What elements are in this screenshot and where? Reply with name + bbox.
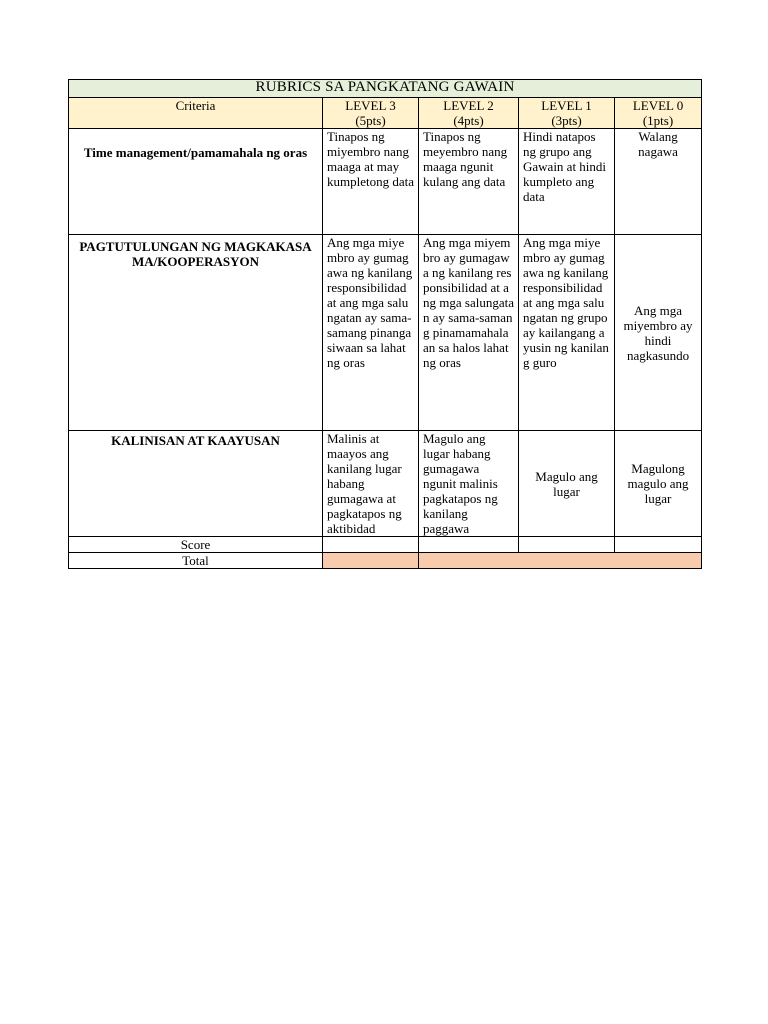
score-level-2[interactable] xyxy=(419,537,519,553)
cell-level-0: Ang mga miyembro ay hindi nagkasundo xyxy=(615,235,702,431)
cell-level-1: Ang mga miyembro ay gumagawa ng kanilang responsibilidad at ang mga salungatan ng grupo ay kailangang ayusin ng kanilang guro xyxy=(519,235,615,431)
table-title: RUBRICS SA PANGKATANG GAWAIN xyxy=(69,80,702,98)
total-merged-cell[interactable] xyxy=(419,553,702,569)
score-level-1[interactable] xyxy=(519,537,615,553)
cell-level-2: Magulo ang lugar habang gumagawa ngunit malinis pagkatapos ng kanilang paggawa xyxy=(419,431,519,537)
total-label: Total xyxy=(69,553,323,569)
header-level-2-points: (4pts) xyxy=(453,113,484,128)
cell-level-1: Magulo ang lugar xyxy=(519,431,615,537)
criteria-kooperasyon: PAGTUTULUNGAN NG MAGKAKASAMA/KOOPERASYON xyxy=(69,235,323,431)
criteria-time-management: Time management/pamamahala ng oras xyxy=(69,129,323,235)
header-level-0 xyxy=(615,98,702,129)
header-level-3-points: (5pts) xyxy=(355,113,386,128)
cell-level-3: Malinis at maayos ang kanilang lugar habang gumagawa at pagkatapos ng aktibidad xyxy=(323,431,419,537)
criteria-kalinisan: KALINISAN AT KAAYUSAN xyxy=(69,431,323,537)
header-level-1 xyxy=(519,98,615,129)
score-level-3[interactable] xyxy=(323,537,419,553)
rubric-table xyxy=(68,79,702,569)
cell-level-1: Hindi natapos ng grupo ang Gawain at hindi kumpleto ang data xyxy=(519,129,615,235)
cell-level-3: Tinapos ng miyembro nang maaga at may kumpletong data xyxy=(323,129,419,235)
header-level-2 xyxy=(419,98,519,129)
title-row xyxy=(69,80,702,98)
header-level-0-label: LEVEL 0 xyxy=(632,98,684,113)
header-level-0-points: (1pts) xyxy=(642,113,674,128)
cell-level-2: Ang mga miyembro ay gumagawa ng kanilang responsibilidad at ang mga salungatan ay sama-samang pinamamahalaan sa halos lahat ng oras xyxy=(419,235,519,431)
header-level-1-points: (3pts) xyxy=(551,113,582,128)
cell-level-0: Walang nagawa xyxy=(615,129,702,235)
total-row xyxy=(69,553,702,569)
header-level-3 xyxy=(323,98,419,129)
score-row xyxy=(69,537,702,553)
score-level-0[interactable] xyxy=(615,537,702,553)
score-label: Score xyxy=(69,537,323,553)
header-level-3-label: LEVEL 3 xyxy=(345,98,396,113)
cell-level-0: Magulong magulo ang lugar xyxy=(615,431,702,537)
table-row xyxy=(69,235,702,431)
header-criteria: Criteria xyxy=(69,98,323,129)
cell-level-3: Ang mga miyembro ay gumagawa ng kanilang responsibilidad at ang mga salungatan ay sama-samang pinangasiwaan sa lahat ng oras xyxy=(323,235,419,431)
header-row xyxy=(69,98,702,129)
table-row xyxy=(69,431,702,537)
table-row xyxy=(69,129,702,235)
header-level-1-label: LEVEL 1 xyxy=(541,98,592,113)
total-value-cell[interactable] xyxy=(323,553,419,569)
header-level-2-label: LEVEL 2 xyxy=(443,98,494,113)
cell-level-2: Tinapos ng meyembro nang maaga ngunit kulang ang data xyxy=(419,129,519,235)
